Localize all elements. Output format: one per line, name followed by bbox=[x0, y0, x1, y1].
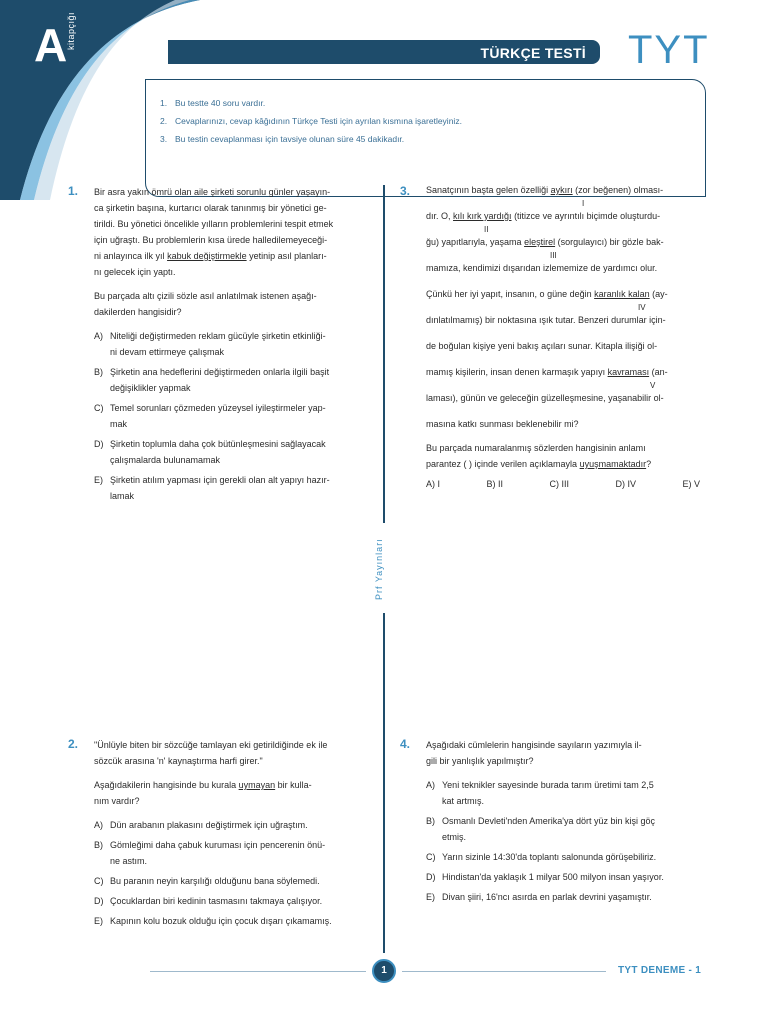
roman-numeral: II bbox=[484, 225, 489, 234]
question-3 bbox=[426, 184, 700, 491]
underlined-phrase: kabuk değiştirmekle bbox=[167, 251, 247, 261]
column-divider bbox=[383, 613, 385, 953]
passage-line: masına katkı sunması beklenebilir mi? bbox=[426, 419, 579, 429]
page-number: 1 bbox=[372, 959, 396, 983]
question-stem: Bu parçada altı çizili sözle asıl anlatılmak istenen aşağı- dakilerden hangisidir? bbox=[94, 291, 317, 317]
answer-option[interactable]: B) Osmanlı Devleti'nden Amerika'ya dört yüz bin kişi göç etmiş. bbox=[426, 816, 656, 842]
rule-quote: "Ünlüyle biten bir sözcüğe tamlayan eki getirildiğinde ek ile sözcük arasına 'n' kaynaştırma harfi girer." bbox=[94, 740, 328, 766]
passage-line: Sanatçının başta gelen özelliği aykırı (zor beğenen) olması- I bbox=[426, 185, 664, 208]
passage-line: Çünkü her iyi yapıt, insanın, o güne değin karanlık kalan (ay- IV bbox=[426, 289, 668, 312]
column-divider bbox=[383, 185, 385, 523]
answer-option[interactable]: B) Gömleğimi daha çabuk kuruması için pencerenin önü- ne astım. bbox=[94, 840, 326, 866]
question-number: 2. bbox=[68, 737, 79, 751]
publisher-label: Prf Yayınları bbox=[374, 538, 384, 600]
roman-numeral: III bbox=[550, 251, 557, 260]
question-number: 4. bbox=[400, 737, 411, 751]
answer-option[interactable]: C) Temel sorunları çözmeden yüzeysel iyileştirmeler yap- mak bbox=[94, 403, 326, 429]
answer-option[interactable]: A) Niteliği değiştirmeden reklam gücüyle şirketin etkinliği- ni devam ettirmeye çalışmak bbox=[94, 331, 326, 357]
question-number: 1. bbox=[68, 184, 79, 198]
question-1 bbox=[94, 184, 368, 508]
roman-numeral: I bbox=[582, 199, 585, 208]
question-stem: Aşağıdaki cümlelerin hangisinde sayıların yazımıyla il- gili bir yanlışlık yapılmıştır? bbox=[426, 740, 642, 766]
answer-option[interactable]: A) I bbox=[426, 479, 441, 489]
answer-options-row bbox=[426, 478, 700, 491]
footer-rule bbox=[402, 971, 606, 972]
instruction-item: 3. Bu testin cevaplanması için tavsiye olunan süre 45 dakikadır. bbox=[160, 134, 405, 144]
answer-option[interactable]: D) Hindistan'da yaklaşık 1 milyar 500 milyon insan yaşıyor. bbox=[426, 872, 664, 882]
passage-line: ğu) yapıtlarıyla, yaşama eleştirel (sorgulayıcı) bir gözle bak- III bbox=[426, 237, 664, 260]
answer-option[interactable]: D) Şirketin toplumla daha çok bütünleşmesini sağlayacak çalışmalarda bulunamamak bbox=[94, 439, 326, 465]
booklet-label: kitapçığı bbox=[66, 11, 76, 50]
answer-option[interactable]: B) II bbox=[486, 479, 504, 489]
passage-line: mamıza, kendimizi dışarıdan izlememize de yardımcı olur. bbox=[426, 263, 658, 273]
footer-rule bbox=[150, 971, 366, 972]
question-stem: Aşağıdakilerin hangisinde bu kurala uymayan bir kulla- nım vardır? bbox=[94, 780, 312, 806]
answer-option[interactable]: E) Kapının kolu bozuk olduğu için çocuk dışarı çıkamamış. bbox=[94, 916, 332, 926]
instruction-item: 2. Cevaplarınızı, cevap kâğıdının Türkçe Testi için ayrılan kısmına işaretleyiniz. bbox=[160, 116, 462, 126]
answer-option[interactable]: C) Bu paranın neyin karşılığı olduğunu bana söylemedi. bbox=[94, 876, 320, 886]
test-title: TÜRKÇE TESTİ bbox=[480, 45, 586, 61]
footer-label: TYT DENEME - 1 bbox=[618, 965, 702, 976]
question-stem: Bu parçada numaralanmış sözlerden hangisinin anlamı parantez ( ) içinde verilen açıklamayla uyuşmamaktadır? bbox=[426, 443, 652, 469]
answer-option[interactable]: E) V bbox=[682, 479, 700, 489]
answer-option[interactable]: E) Şirketin atılım yapması için gerekli olan alt yapıyı hazır- lamak bbox=[94, 475, 330, 501]
answer-option[interactable]: D) Çocuklardan biri kedinin tasmasını takmaya çalışıyor. bbox=[94, 896, 323, 906]
test-title-bar bbox=[168, 40, 600, 64]
question-number: 3. bbox=[400, 184, 411, 198]
passage-line: de boğulan kişiye yeni bakış açıları sunar. Kitapla ilişiği ol- bbox=[426, 341, 658, 351]
question-4 bbox=[426, 737, 700, 909]
answer-option[interactable]: A) Dün arabanın plakasını değiştirmek için uğraştım. bbox=[94, 820, 308, 830]
answer-option[interactable]: D) IV bbox=[615, 479, 636, 489]
instructions-list bbox=[160, 98, 462, 152]
answer-option[interactable]: E) Divan şiiri, 16'ncı asırda en parlak devrini yaşamıştır. bbox=[426, 892, 652, 902]
passage: Bir asra yakın ömrü olan aile şirketi sorunlu günler yaşayın- ca şirketin başına, kurtarıcı olarak tanınmış bir yönetici ge- tirildi. Bu yönetici öncelikle yılların problemlerini tespit etmek için uğraştı. Bu problemlerin kısa ürede halledilemeyeceği- ni anlayınca ilk yıl kabuk değiştirmekle yetinip asıl planları- nı gelecek için yaptı. bbox=[94, 187, 334, 277]
answer-option[interactable]: C) Yarın sizinle 14:30'da toplantı salonunda görüşebiliriz. bbox=[426, 852, 657, 862]
roman-numeral: IV bbox=[638, 303, 646, 312]
passage-line: dır. O, kılı kırk yardığı (titizce ve ayrıntılı biçimde oluşturdu- II bbox=[426, 211, 661, 234]
exam-code: TYT bbox=[628, 28, 710, 72]
answer-option[interactable]: B) Şirketin ana hedeflerini değiştirmeden onlarla ilgili başit değişiklikler yapmak bbox=[94, 367, 330, 393]
answer-option[interactable]: C) III bbox=[549, 479, 569, 489]
passage-line: laması), günün ve geleceğin güzelleşmesine, yaşanabilir ol- bbox=[426, 393, 664, 403]
roman-numeral: V bbox=[650, 381, 656, 390]
answer-option[interactable]: A) Yeni teknikler sayesinde burada tarım üretimi tam 2,5 kat artmış. bbox=[426, 780, 654, 806]
passage-line: dınlatılmamış) bir noktasına ışık tutar. Benzeri durumlar için- bbox=[426, 315, 666, 325]
instruction-item: 1. Bu testte 40 soru vardır. bbox=[160, 98, 266, 108]
booklet-letter: A bbox=[34, 19, 68, 71]
question-2 bbox=[94, 737, 368, 933]
passage-line: mamış kişilerin, insan denen karmaşık yapıyı kavraması (an- V bbox=[426, 367, 668, 390]
